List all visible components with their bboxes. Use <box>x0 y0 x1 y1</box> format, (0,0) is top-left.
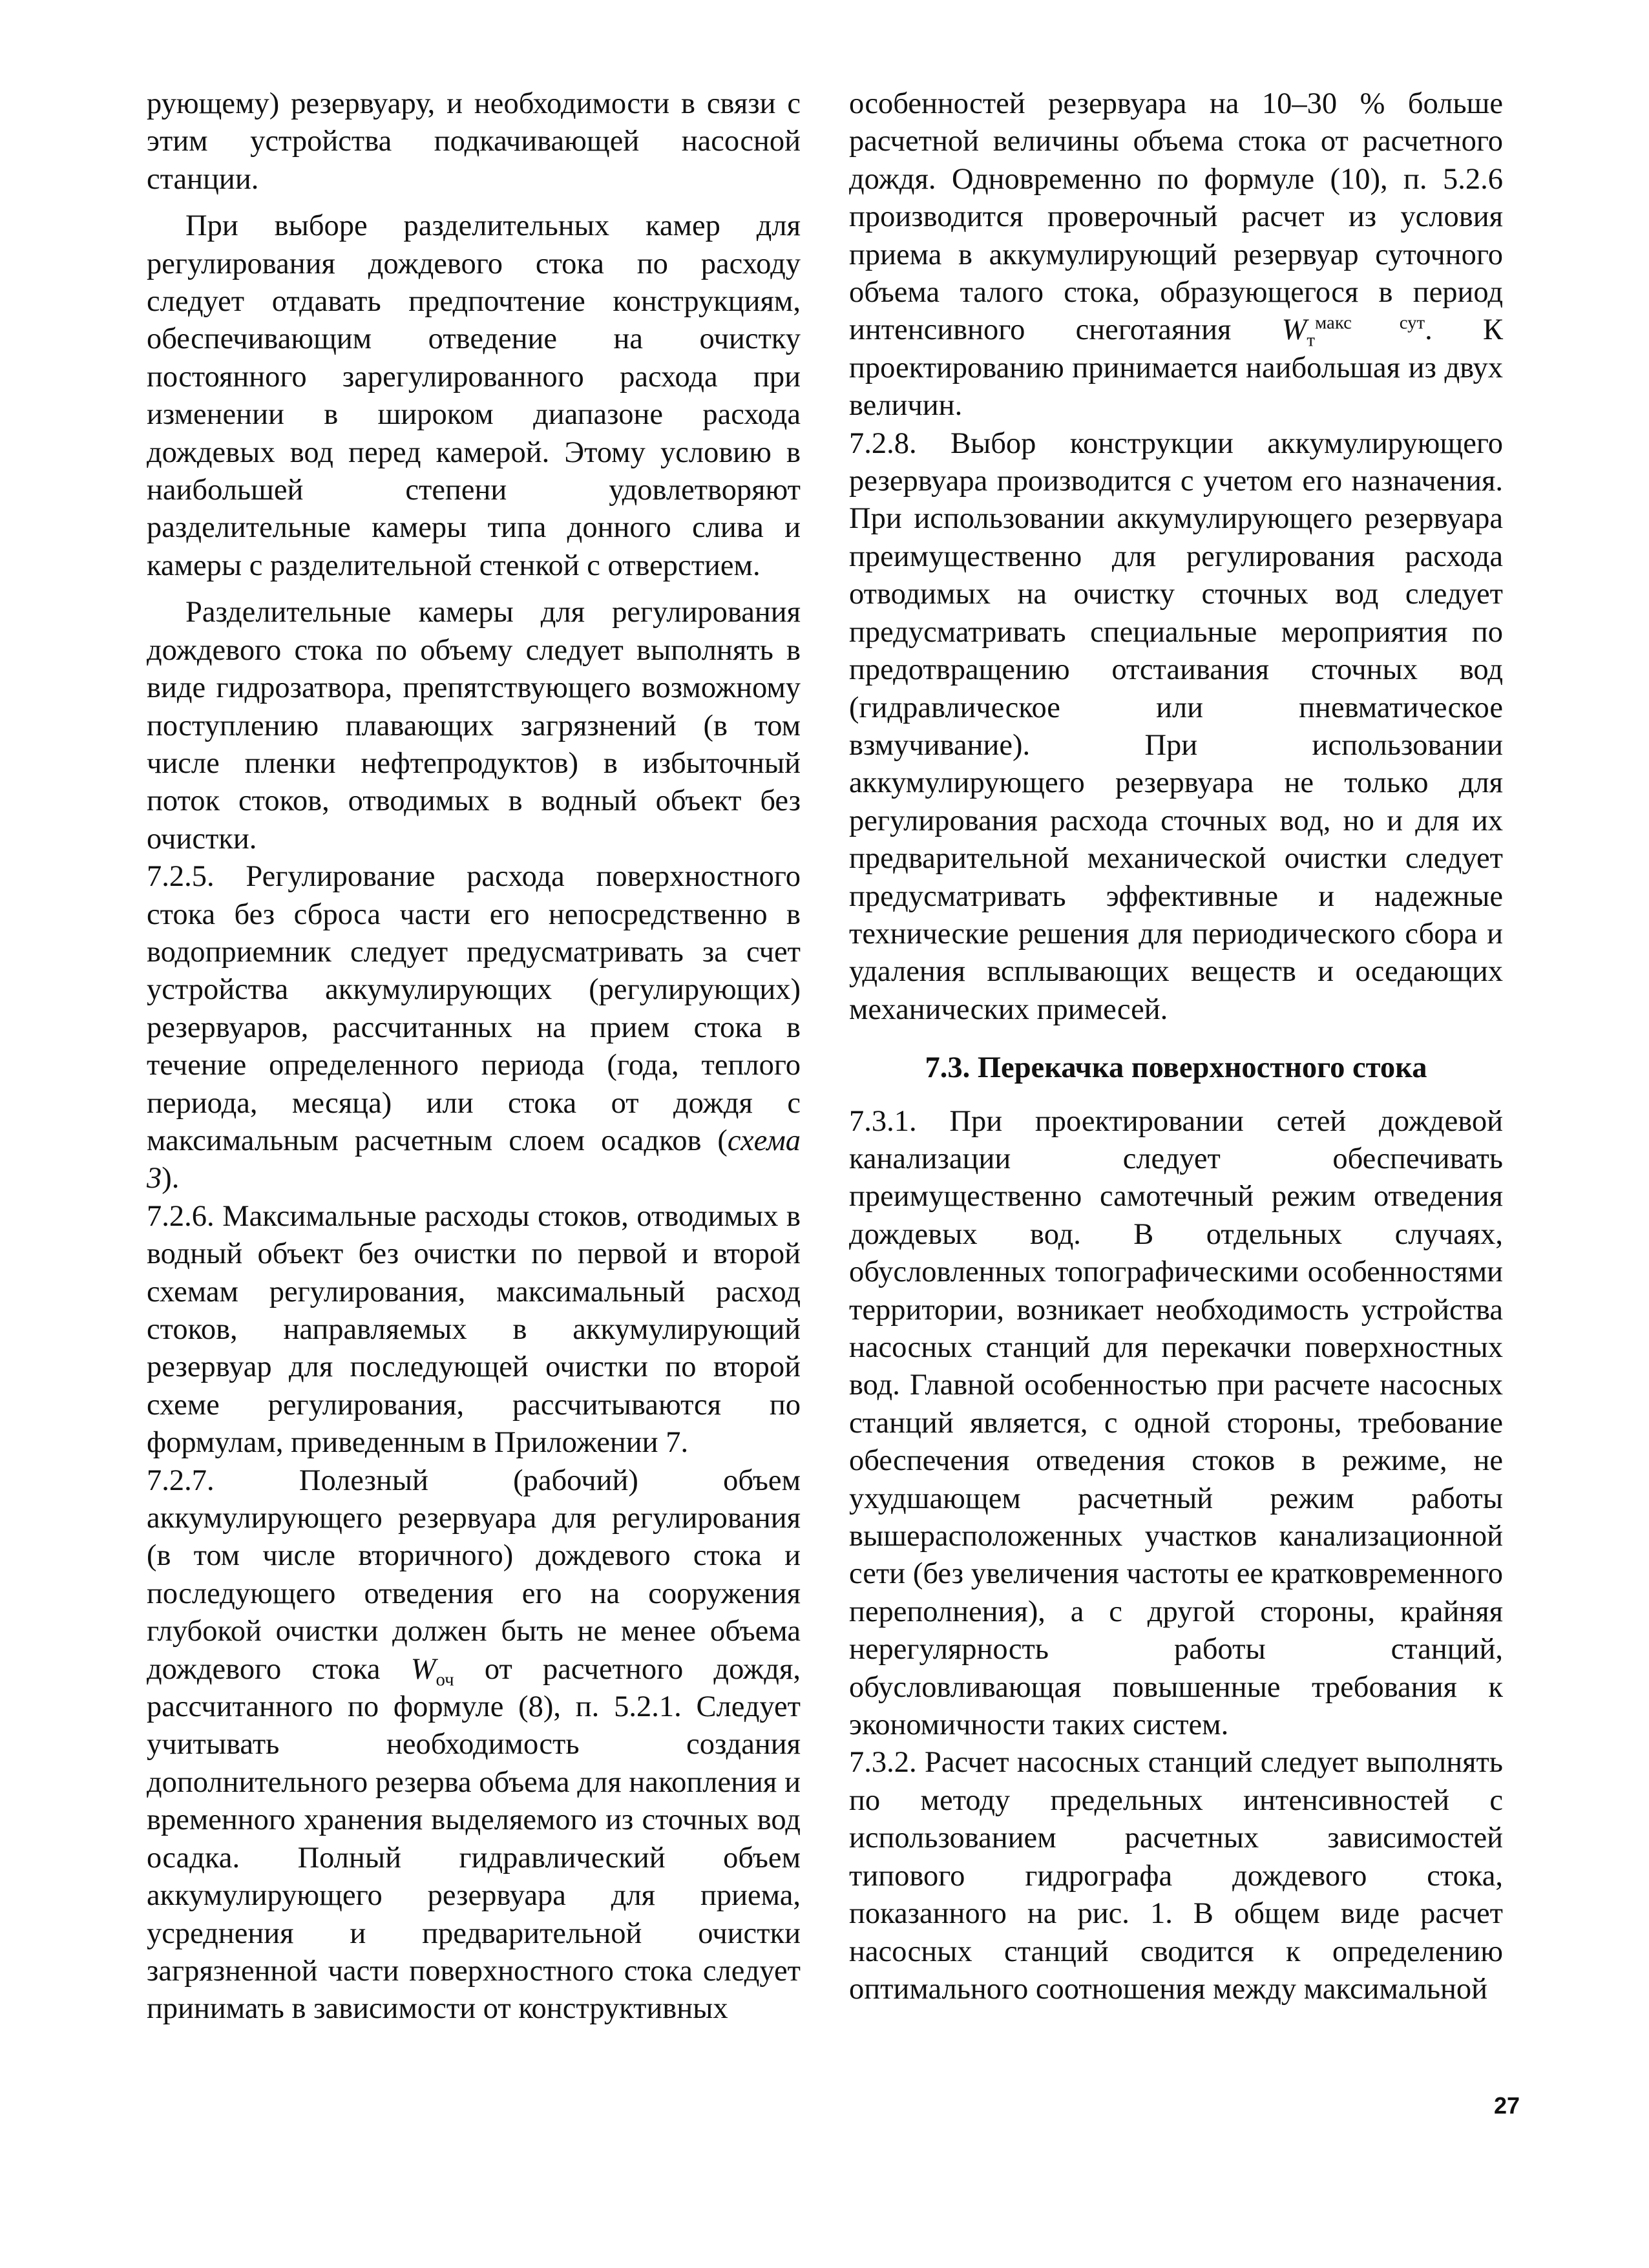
melt-volume-symbol: W <box>1281 313 1307 347</box>
reservoir-volume-tail: . К проектированию принимается наибольшая из двух величин. <box>849 313 1503 423</box>
clause-7-2-8: 7.2.8. Выбор конструкции аккумулирующего резервуара производится с учетом его назначения. При использовании аккумулирующего резервуара преимущественно для регулирования расхода отводимых на очистку сточных вод следует предусматривать специальные мероприятия по предотвращению отстаивания сточных вод (гидравлическое или пневматическое взмучивание). При использовании аккумулирующего резервуара не только для регулирования расхода сточных вод, но и для их предварительной механической очистки следует предусматривать эффективные и надежные технические решения для периодического сбора и удаления всплывающих веществ и оседающих механических примесей. <box>849 426 1503 1026</box>
reservoir-volume-text: особенностей резервуара на 10–30 % больше расчетной величины объема стока от расчетного дождя. Одновременно по формуле (10), п. 5.2.6 производится проверочный расчет из условия приема в аккумулирующий резервуар суточного объема талого стока, образующегося в период интенсивного снеготаяния <box>849 87 1503 347</box>
clause-7-2-5-tail: ). <box>162 1162 180 1195</box>
section-heading-7-3: 7.3. Перекачка поверхностного стока <box>925 1051 1427 1085</box>
clause-7-2-5 <box>147 858 801 1198</box>
melt-volume-subscript: т <box>1307 330 1315 351</box>
clause-7-3-2: 7.3.2. Расчет насосных станций следует выполнять по методу предельных интенсивностей с использованием расчетных зависимостей типового гидрографа дождевого стока, показанного на рис. 1. В общем виде расчет насосных станций сводится к определению оптимального соотношения между максимальной <box>849 1746 1503 2006</box>
volume-symbol: W <box>410 1652 436 1686</box>
scheme-reference: схема 3 <box>147 1124 801 1195</box>
clause-7-2-7-tail: от расчетного дождя, рассчитанного по формуле (8), п. 5.2.1. Следует учитывать необходимость создания дополнительного резерва объема для накопления и временного хранения выделяемого из сточных вод осадка. Полный гидравлический объем аккумулирующего резервуара для приема, усреднения и предварительной очистки загрязненной части поверхностного стока следует принимать в зависимости от конструктивных <box>147 1652 801 2026</box>
clause-7-2-6: 7.2.6. Максимальные расходы стоков, отводимых в водный объект без очистки по первой и второй схемам регулирования, максимальный расход стоков, направляемых в аккумулирующий резервуар для последующей очистки по второй схеме регулирования, рассчитываются по формулам, приведенным в Приложении 7. <box>147 1199 801 1460</box>
clause-7-2-7 <box>147 1462 801 2028</box>
melt-volume-superscript: макс сут <box>1314 312 1425 333</box>
volume-subscript: оч <box>436 1668 454 1690</box>
page-number: 27 <box>1494 2092 1520 2119</box>
paragraph-continuation: рующему) резервуару, и необходимости в связи с этим устройства подкачивающей насосной станции. <box>147 87 801 196</box>
left-text-column <box>147 85 801 2028</box>
clause-7-3-1: 7.3.1. При проектировании сетей дождевой канализации следует обеспечивать преимущественно самотечный режим отведения дождевых вод. В отдельных случаях, обусловленных топографическими особенностями территории, возникает необходимость устройства насосных станций для перекачки поверхностных вод. Главной особенностью при расчете насосных станций является, с одной стороны, требование обеспечения отведения стоков в режиме, не ухудшающем расчетный режим работы вышерасположенных участков канализационной сети (без увеличения частоты ее кратковременного переполнения), а с другой стороны, крайняя нерегулярность работы станций, обусловливающая повышенные требования к экономичности таких систем. <box>849 1104 1503 1742</box>
paragraph-reservoir-volume <box>849 85 1503 425</box>
paragraph-separation-chambers-flow: При выборе разделительных камер для регулирования дождевого стока по расходу следует отдавать предпочтение конструкциям, обеспечивающим отведение на очистку постоянного зарегулированного расхода при изменении в широком диапазоне расхода дождевых вод перед камерой. Этому условию в наибольшей степени удовлетворяют разделительные камеры типа донного слива и камеры с разделительной стенкой с отверстием. <box>147 209 801 582</box>
clause-7-2-5-text: 7.2.5. Регулирование расхода поверхностного стока без сброса части его непосредственно в водоприемник следует предусматривать за счет устройства аккумулирующих (регулирующих) резервуаров, рассчитанных на прием стока в течение определенного периода (года, теплого периода, месяца) или стока от дождя с максимальным расчетным слоем осадков ( <box>147 860 801 1157</box>
clause-7-2-7-text: 7.2.7. Полезный (рабочий) объем аккумулирующего резервуара для регулирования (в том числе вторичного) дождевого стока и последующего отведения его на сооружения глубокой очистки должен быть не менее объема дождевого стока <box>147 1464 801 1686</box>
paragraph-separation-chambers-volume: Разделительные камеры для регулирования дождевого стока по объему следует выполнять в виде гидрозатвора, препятствующего возможному поступлению плавающих загрязнений (в том числе пленки нефтепродуктов) в избыточный поток стоков, отводимых в водный объект без очистки. <box>147 596 801 856</box>
right-text-column <box>849 85 1503 2008</box>
